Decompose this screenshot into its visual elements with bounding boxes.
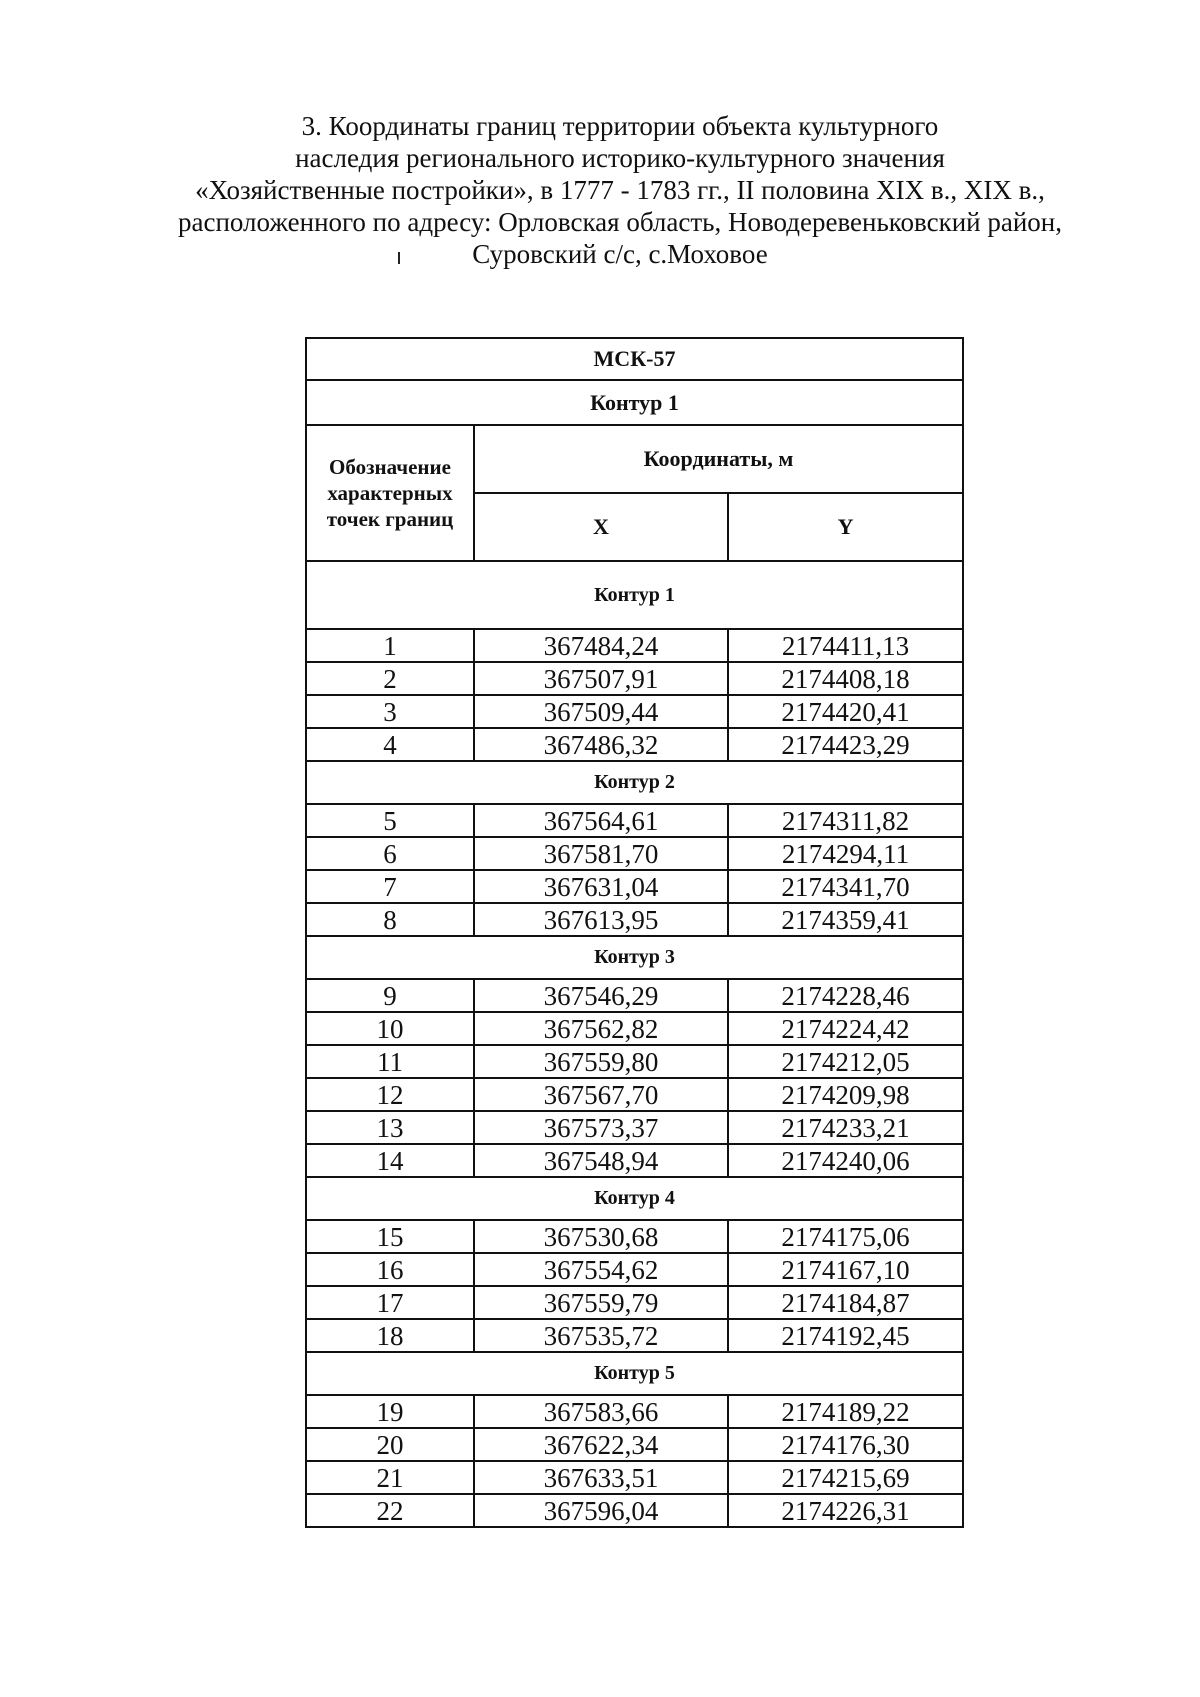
point-number-cell: 13 <box>306 1111 474 1144</box>
y-coordinate-cell: 2174189,22 <box>728 1395 963 1428</box>
x-coordinate-cell: 367622,34 <box>474 1428 728 1461</box>
point-number-cell: 4 <box>306 728 474 761</box>
y-coordinate-cell: 2174224,42 <box>728 1012 963 1045</box>
point-number-cell: 5 <box>306 804 474 837</box>
contour-row <box>306 1177 963 1220</box>
y-coordinate-cell: 2174359,41 <box>728 903 963 936</box>
y-coordinate-cell: 2174420,41 <box>728 695 963 728</box>
table-row <box>306 662 963 695</box>
point-number-cell: 22 <box>306 1494 474 1527</box>
x-coordinate-cell: 367573,37 <box>474 1111 728 1144</box>
y-coordinate-cell: 2174408,18 <box>728 662 963 695</box>
coordinates-table <box>305 337 964 1528</box>
x-coordinate-cell: 367633,51 <box>474 1461 728 1494</box>
point-number-cell: 19 <box>306 1395 474 1428</box>
contour-label: Контур 3 <box>306 936 963 979</box>
point-number-cell: 7 <box>306 870 474 903</box>
y-coordinate-cell: 2174228,46 <box>728 979 963 1012</box>
point-number-cell: 15 <box>306 1220 474 1253</box>
table-row <box>306 1144 963 1177</box>
y-column-header: Y <box>728 493 963 561</box>
designation-header: Обозначение характерных точек границ <box>306 425 474 561</box>
x-coordinate-cell: 367548,94 <box>474 1144 728 1177</box>
table-row <box>306 629 963 662</box>
table-body <box>306 338 963 1527</box>
y-coordinate-cell: 2174176,30 <box>728 1428 963 1461</box>
table-row <box>306 1461 963 1494</box>
y-coordinate-cell: 2174294,11 <box>728 837 963 870</box>
table-row <box>306 1111 963 1144</box>
document-title <box>140 110 1100 270</box>
contour-label: Контур 2 <box>306 761 963 804</box>
table-row <box>306 1494 963 1527</box>
table-row <box>306 837 963 870</box>
table-row <box>306 1253 963 1286</box>
x-coordinate-cell: 367486,32 <box>474 728 728 761</box>
point-number-cell: 2 <box>306 662 474 695</box>
table-row <box>306 979 963 1012</box>
point-number-cell: 17 <box>306 1286 474 1319</box>
y-coordinate-cell: 2174192,45 <box>728 1319 963 1352</box>
title-line-1: 3. Координаты границ территории объекта культурного <box>301 111 939 141</box>
x-coordinate-cell: 367535,72 <box>474 1319 728 1352</box>
x-coordinate-cell: 367567,70 <box>474 1078 728 1111</box>
table-row <box>306 1428 963 1461</box>
table-row <box>306 728 963 761</box>
table-row <box>306 870 963 903</box>
y-coordinate-cell: 2174212,05 <box>728 1045 963 1078</box>
top-contour-label: Контур 1 <box>306 380 963 425</box>
point-number-cell: 3 <box>306 695 474 728</box>
table-row <box>306 804 963 837</box>
x-coordinate-cell: 367509,44 <box>474 695 728 728</box>
y-coordinate-cell: 2174240,06 <box>728 1144 963 1177</box>
y-coordinate-cell: 2174184,87 <box>728 1286 963 1319</box>
point-number-cell: 6 <box>306 837 474 870</box>
y-coordinate-cell: 2174167,10 <box>728 1253 963 1286</box>
x-coordinate-cell: 367484,24 <box>474 629 728 662</box>
x-column-header: X <box>474 493 728 561</box>
table-row <box>306 1395 963 1428</box>
contour-row <box>306 936 963 979</box>
contour-row <box>306 561 963 629</box>
x-coordinate-cell: 367546,29 <box>474 979 728 1012</box>
y-coordinate-cell: 2174209,98 <box>728 1078 963 1111</box>
contour-label: Контур 5 <box>306 1352 963 1395</box>
coordinate-system-label: МСК-57 <box>306 338 963 380</box>
y-coordinate-cell: 2174341,70 <box>728 870 963 903</box>
y-coordinate-cell: 2174411,13 <box>728 629 963 662</box>
x-coordinate-cell: 367596,04 <box>474 1494 728 1527</box>
point-number-cell: 16 <box>306 1253 474 1286</box>
contour-label: Контур 1 <box>306 561 963 629</box>
point-number-cell: 18 <box>306 1319 474 1352</box>
y-coordinate-cell: 2174423,29 <box>728 728 963 761</box>
point-number-cell: 9 <box>306 979 474 1012</box>
table-header-row <box>306 425 963 493</box>
point-number-cell: 8 <box>306 903 474 936</box>
x-coordinate-cell: 367507,91 <box>474 662 728 695</box>
y-coordinate-cell: 2174175,06 <box>728 1220 963 1253</box>
contour-row <box>306 761 963 804</box>
point-number-cell: 20 <box>306 1428 474 1461</box>
x-coordinate-cell: 367559,79 <box>474 1286 728 1319</box>
table-row <box>306 1078 963 1111</box>
point-number-cell: 14 <box>306 1144 474 1177</box>
x-coordinate-cell: 367613,95 <box>474 903 728 936</box>
x-coordinate-cell: 367631,04 <box>474 870 728 903</box>
table-row <box>306 1220 963 1253</box>
contour-row <box>306 1352 963 1395</box>
x-coordinate-cell: 367559,80 <box>474 1045 728 1078</box>
table-row <box>306 695 963 728</box>
point-number-cell: 11 <box>306 1045 474 1078</box>
table-row <box>306 1319 963 1352</box>
x-coordinate-cell: 367562,82 <box>474 1012 728 1045</box>
x-coordinate-cell: 367530,68 <box>474 1220 728 1253</box>
contour-label: Контур 4 <box>306 1177 963 1220</box>
table-header-row <box>306 338 963 380</box>
x-coordinate-cell: 367583,66 <box>474 1395 728 1428</box>
x-coordinate-cell: 367554,62 <box>474 1253 728 1286</box>
table-row <box>306 1012 963 1045</box>
y-coordinate-cell: 2174311,82 <box>728 804 963 837</box>
table-row <box>306 1045 963 1078</box>
point-number-cell: 10 <box>306 1012 474 1045</box>
table-row <box>306 1286 963 1319</box>
point-number-cell: 1 <box>306 629 474 662</box>
point-number-cell: 12 <box>306 1078 474 1111</box>
x-coordinate-cell: 367581,70 <box>474 837 728 870</box>
y-coordinate-cell: 2174226,31 <box>728 1494 963 1527</box>
coordinates-header: Координаты, м <box>474 425 963 493</box>
title-line-2: наследия регионального историко-культурного значения <box>295 143 945 173</box>
scan-mark <box>398 252 400 264</box>
y-coordinate-cell: 2174233,21 <box>728 1111 963 1144</box>
title-line-5: Суровский с/с, с.Моховое <box>472 239 768 269</box>
point-number-cell: 21 <box>306 1461 474 1494</box>
title-line-3: «Хозяйственные постройки», в 1777 - 1783 гг., II половина XIX в., XIX в., <box>195 175 1045 205</box>
table-header-row <box>306 380 963 425</box>
table-row <box>306 903 963 936</box>
title-line-4: расположенного по адресу: Орловская область, Новодеревеньковский район, <box>177 207 1062 237</box>
y-coordinate-cell: 2174215,69 <box>728 1461 963 1494</box>
x-coordinate-cell: 367564,61 <box>474 804 728 837</box>
